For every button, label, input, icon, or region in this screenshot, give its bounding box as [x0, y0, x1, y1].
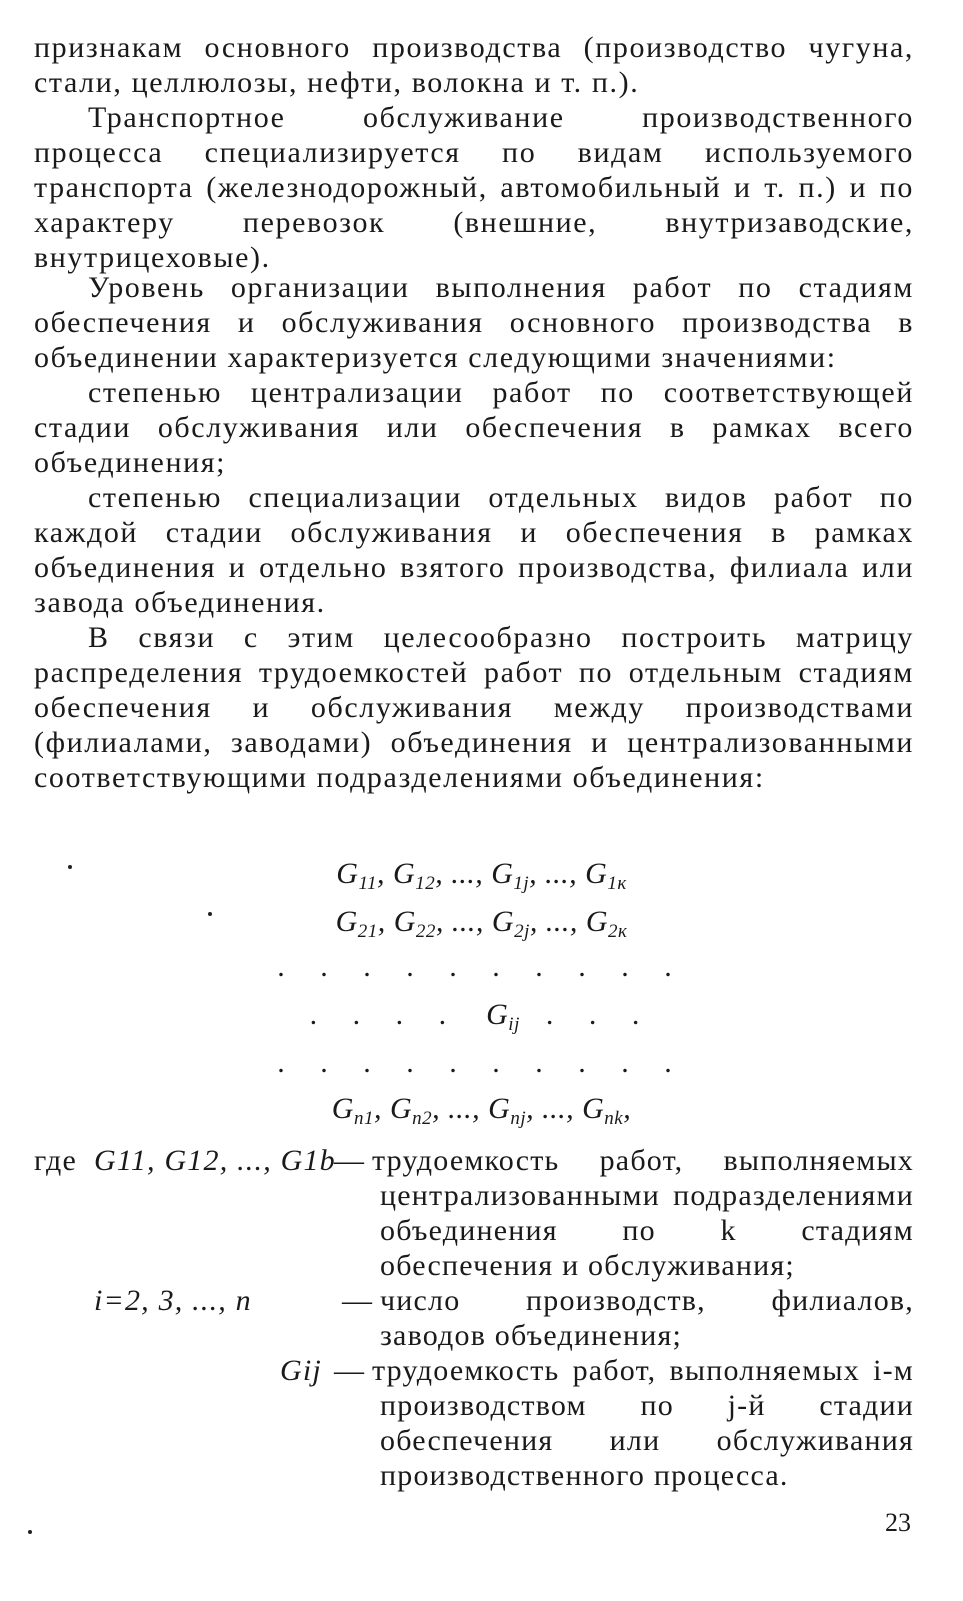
legend-term-2: i=2, 3, ..., n	[94, 1284, 252, 1317]
legend-term-1: G11, G12, ..., G1b	[94, 1144, 336, 1177]
matrix-last-row: $G_{n1}$, $G_{n2}$, ..., $G_{nj}$, ..., $G_{nk}$,	[331, 1092, 632, 1129]
legend-where-label: где	[34, 1144, 77, 1177]
matrix-middle-row: . . . . $G_{ij}$ . . .	[309, 998, 654, 1035]
legend-definition-1: трудоемкость работ, выполняемых централизованными подразделениями объединения по k стадиям обеспечения и обслуживания;	[372, 1144, 914, 1282]
scan-speck	[68, 865, 72, 869]
scan-speck	[28, 1530, 32, 1534]
matrix-dots-row: . . . . . . . . . .	[277, 950, 686, 983]
scan-speck	[208, 912, 212, 916]
legend-definition-3: трудоемкость работ, выполняемых i-м производством по j-й стадии обеспечения или обслуживания производственного процесса.	[372, 1354, 914, 1492]
paragraph-4: степенью централизации работ по соответствующей стадии обслуживания или обеспечения в рамках всего объединения;	[34, 376, 914, 479]
legend-dash-2: —	[342, 1284, 372, 1317]
paragraph-2: Транспортное обслуживание производственного процесса специализируется по видам используемого транспорта (железнодорожный, автомобильный и т. п.) и по характеру перевозок (внешние, внутризаводские, внутрицеховые).	[34, 101, 914, 274]
matrix-row-1: $G_{11}$, $G_{12}$, ..., $G_{1j}$, ..., $G_{1к}$	[336, 857, 627, 894]
paragraph-6: В связи с этим целесообразно построить матрицу распределения трудоемкостей работ по отдельным стадиям обеспечения и обслуживания между производствами (филиалами, заводами) объединения и централизованными соответствующими подразделениями объединения:	[34, 621, 914, 794]
legend-term-3: Gij	[280, 1354, 322, 1387]
matrix-dots-row: . . . . . . . . . .	[277, 1046, 686, 1079]
matrix-row-2: $G_{21}$, $G_{22}$, ..., $G_{2j}$, ..., $G_{2к}$	[335, 905, 628, 942]
page-number: 23	[885, 1508, 911, 1537]
paragraph-1: признакам основного производства (производство чугуна, стали, целлюлозы, нефти, волокна и т. п.).	[34, 31, 914, 99]
legend-dash-3: —	[334, 1354, 364, 1387]
paragraph-3: Уровень организации выполнения работ по стадиям обеспечения и обслуживания основного производства в объединении характеризуется следующими значениями:	[34, 271, 914, 374]
legend-definition-2: число производств, филиалов, заводов объединения;	[380, 1284, 914, 1352]
paragraph-5: степенью специализации отдельных видов работ по каждой стадии обслуживания и обеспечения в рамках объединения и отдельно взятого производства, филиала или завода объединения.	[34, 481, 914, 619]
legend-dash-1: —	[334, 1144, 364, 1177]
